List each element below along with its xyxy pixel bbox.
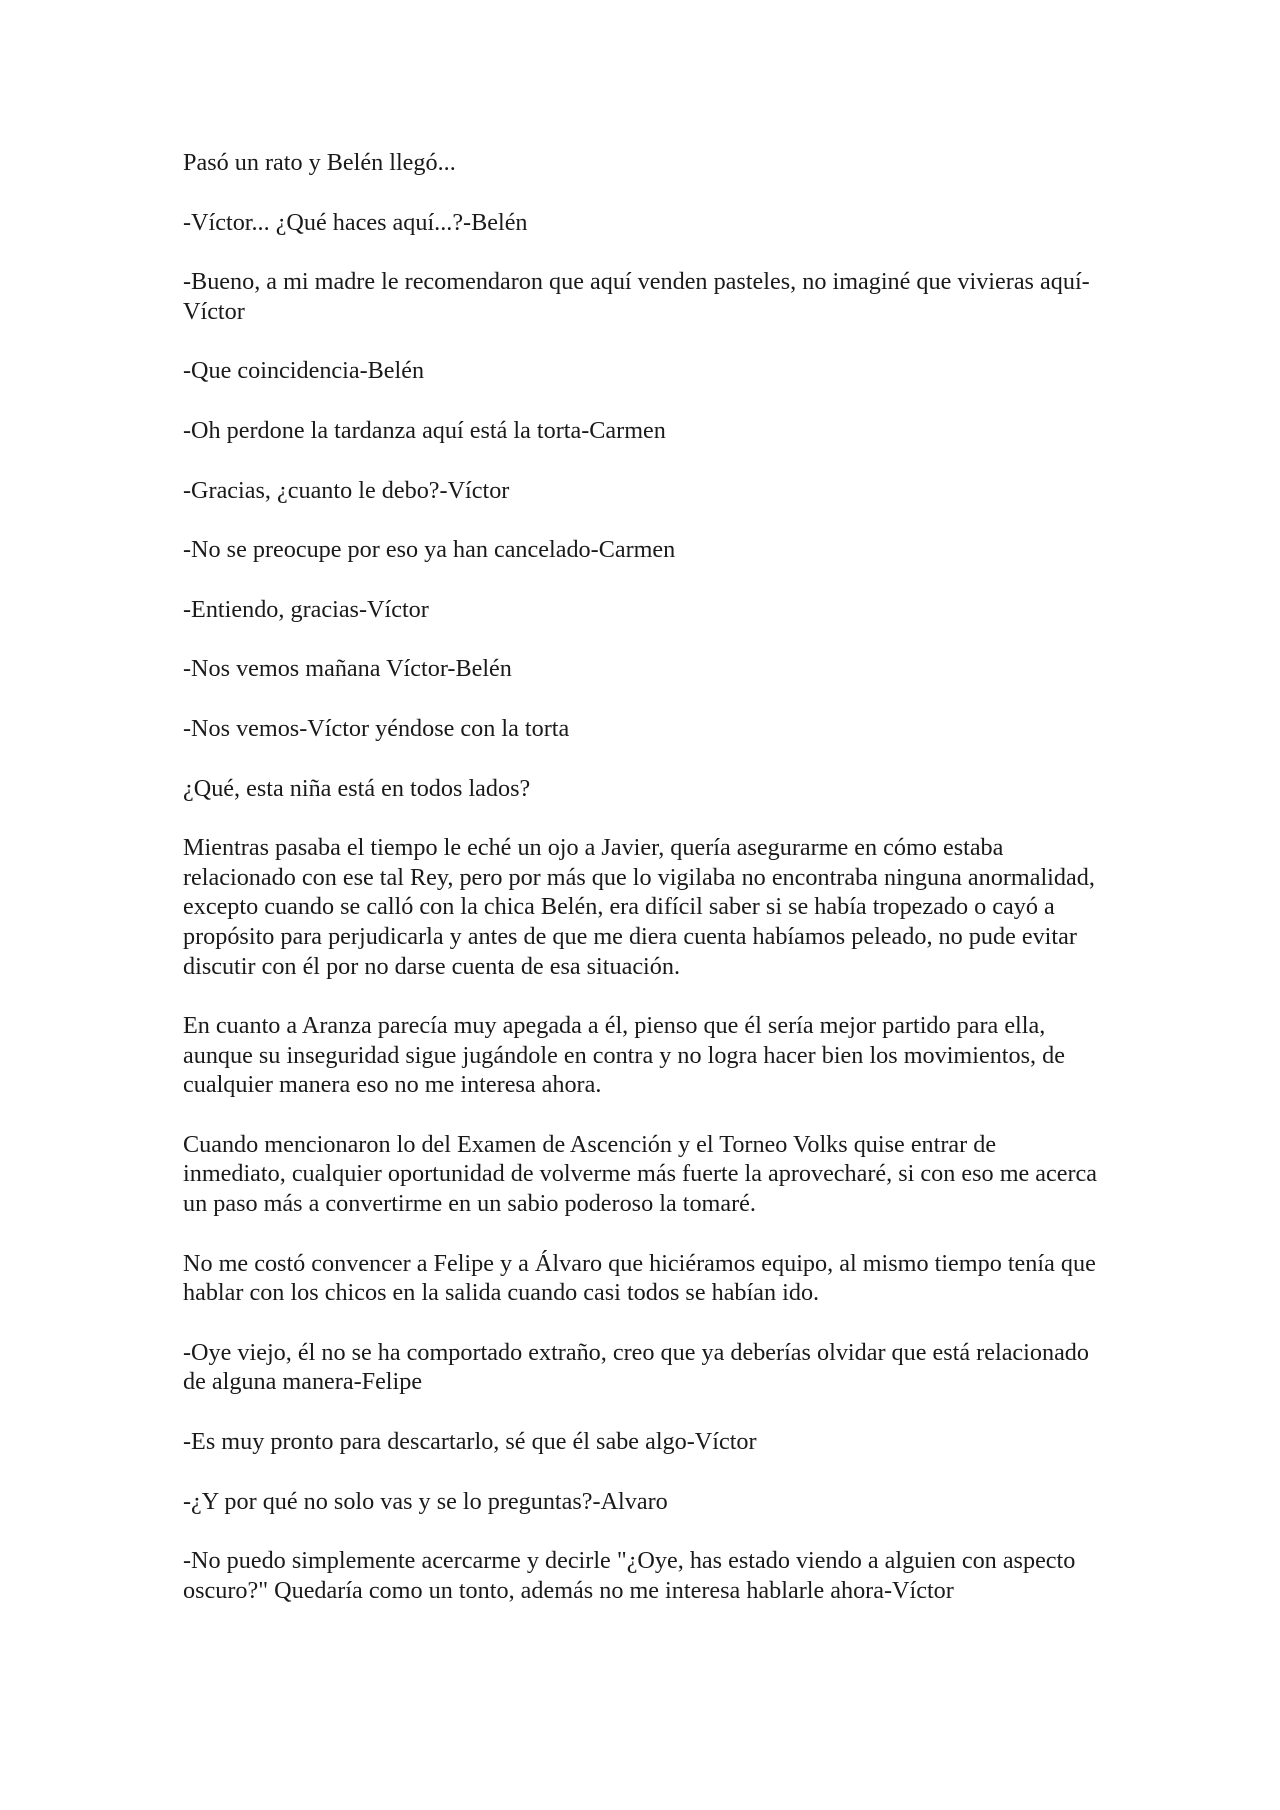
paragraph: -Nos vemos-Víctor yéndose con la torta bbox=[183, 714, 570, 742]
document-body bbox=[183, 148, 1103, 1635]
paragraph: -Gracias, ¿cuanto le debo?-Víctor bbox=[183, 476, 510, 504]
paragraph: -Nos vemos mañana Víctor-Belén bbox=[183, 655, 512, 683]
paragraph: -Bueno, a mi madre le recomendaron que aquí venden pasteles, no imaginé que vivieras aquí- Víctor bbox=[183, 268, 1090, 325]
paragraph: -Oh perdone la tardanza aquí está la torta-Carmen bbox=[183, 416, 666, 444]
paragraph: Pasó un rato y Belén llegó... bbox=[183, 149, 456, 176]
paragraph: -Que coincidencia-Belén bbox=[183, 357, 425, 385]
paragraph: En cuanto a Aranza parecía muy apegada a él, pienso que él sería mejor partido para ella, aunque su inseguridad sigue jugándole en contra y no logra hacer bien los movimientos, de cualquier manera eso no me interesa ahora. bbox=[183, 1012, 1065, 1099]
paragraph: Cuando mencionaron lo del Examen de Ascención y el Torneo Volks quise entrar de inmediato, cualquier oportunidad de volverme más fuerte la aprovecharé, si con eso me acerca un paso más a convertirme en un sabio poderoso la tomaré. bbox=[183, 1130, 1098, 1218]
paragraph: -Oye viejo, él no se ha comportado extraño, creo que ya deberías olvidar que está relacionado de alguna manera-Felipe bbox=[183, 1338, 1089, 1396]
paragraph: -¿Y por qué no solo vas y se lo preguntas?-Alvaro bbox=[183, 1487, 668, 1515]
paragraph: -Víctor... ¿Qué haces aquí...?-Belén bbox=[183, 208, 528, 236]
paragraph: No me costó convencer a Felipe y a Álvaro que hiciéramos equipo, al mismo tiempo tenía que hablar con los chicos en la salida cuando casi todos se habían ido. bbox=[183, 1249, 1096, 1307]
paragraph: -No se preocupe por eso ya han cancelado-Carmen bbox=[183, 536, 676, 564]
paragraph: -Es muy pronto para descartarlo, sé que él sabe algo-Víctor bbox=[183, 1428, 757, 1456]
paragraph: -No puedo simplemente acercarme y decirle "¿Oye, has estado viendo a alguien con aspecto oscuro?" Quedaría como un tonto, además no me interesa hablarle ahora-Víctor bbox=[183, 1547, 1076, 1604]
paragraph: ¿Qué, esta niña está en todos lados? bbox=[183, 774, 531, 802]
paragraph: Mientras pasaba el tiempo le eché un ojo a Javier, quería asegurarme en cómo estaba relacionado con ese tal Rey, pero por más que lo vigilaba no encontraba ninguna anormalidad, excepto cuando se calló con la chica Belén, era difícil saber si se había tropezado o cayó a propósito para perjudicarla y antes de que me diera cuenta habíamos peleado, no pude evitar discutir con él por no darse cuenta de esa situación. bbox=[183, 834, 1095, 980]
paragraph: -Entiendo, gracias-Víctor bbox=[183, 595, 429, 623]
